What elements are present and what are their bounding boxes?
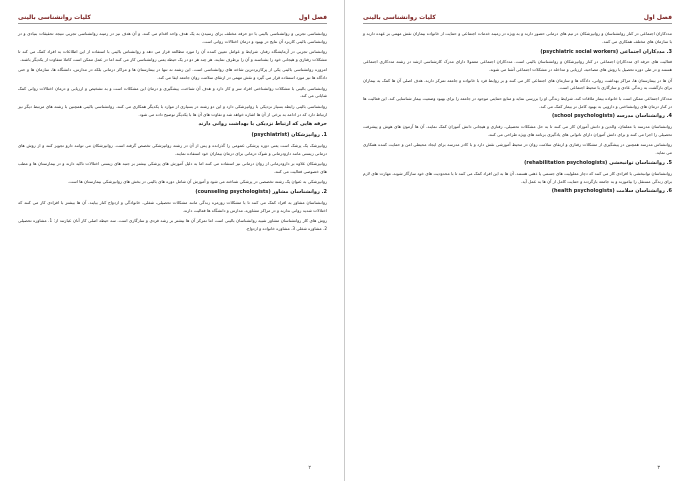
section-title: روانپزشکان [291,132,320,139]
section-heading: 6. روانشناسان سلامت (health psychologists) [551,188,672,195]
paragraph: روانشناس تجربی در آزمایشگاه رفتار، شرایط و عوامل تعیین کننده آن را مورد مطالعه قرار می دهد و روانشناس بالینی با استفاده از این اطلاعات به افراد کمک می کند تا مشکلات رفتاری و هیجانی خود را بشناسند و آن را برطرف نمایند. هر چند هر دو در یک حیطه یعنی روانشناسی کار می کنند اما در عمل ممکن است کاملا متفاوت از یکدیگر باشند. [18,49,327,62]
paragraph: روانشناسان مدرسه با معلمان، والدین و دانش آموزان کار می کنند تا به حل مشکلات تحصیلی، رفتاری و هیجانی دانش آموزان کمک نمایند. آن ها آزمون های هوش و پیشرفت تحصیلی را اجرا می کنند و برای دانش آموزان دارای ناتوانی های یادگیری برنامه های ویژه طراحی می کنند. [363,124,672,137]
paragraph: روانشناسان توانبخشی با افرادی کار می کنند که دچار معلولیت های جسمی یا ذهنی هستند. آن ها به این افراد کمک می کنند تا با محدودیت های خود سازگار شوند، مهارت های لازم برای زندگی مستقل را بیاموزند و به جامعه بازگردند و حمایت کامل از آن ها به عمل آید. [363,170,672,184]
page-header [18,14,327,24]
header-chapter: فصل اول [643,14,672,21]
section-number: 5 [668,159,672,166]
paragraph: فعالیت های حرفه ای مددکاران اجتماعی در کنار روانپزشکان و روانشناسان بالینی است. مددکاران اجتماعی معمولا دارای مدرک کارشناسی ارشد در رشته مددکاری اجتماعی هستند و در طی دوره تحصیل با روش های مصاحبه، ارزیابی و مداخله در مشکلات اجتماعی آشنا می شوند. [363,59,672,73]
section-intro-heading: حرفه هایی که ارتباط نزدیکی با بهداشت روانی دارند [198,121,327,128]
section-title: مددکاران اجتماعی [619,48,665,55]
paragraph: روانشناسی بالینی رابطه بسیار نزدیکی با روانپزشکی دارد و این دو رشته در بسیاری از موارد با یکدیگر همکاری می کنند. روانشناسی بالینی همچنین با رشته های مرتبط دیگر نیز ارتباط دارد که در ادامه به برخی از آن ها اشاره خواهد شد و تفاوت های آن ها با یکدیگر توضیح داده می شود. [18,103,327,117]
section-number: 4 [668,113,672,120]
paragraph: روانپزشک یک پزشک است یعنی دوره پزشکی عمومی را گذرانده و پس از آن در رشته روانپزشکی تخصص گرفته است. روانپزشکان می توانند دارو تجویز کنند و از روش های درمانی زیستی مانند دارودرمانی و شوک درمانی برای درمان بیماران خود استفاده نمایند. [18,142,327,156]
section-heading: 1. روانپزشکان (psychiatrist) [251,132,327,139]
paragraph: روانشناسان مشاور به افراد کمک می کنند تا با مشکلات روزمره زندگی مانند مشکلات تحصیلی، شغلی، خانوادگی و ازدواج کنار بیایند. آن ها بیشتر با افرادی کار می کنند که اختلالات شدید روانی ندارند و در مراکز مشاوره، مدارس و دانشگاه ها فعالیت دارند. [18,199,327,213]
paragraph: روانشناسی تجربی و روانشناسی بالینی با دو حرفه مختلف برای رسیدن به یک هدف واحد اقدام می کنند. و آن هدف نیز در زمینه روانشناسی تجربی نتیجه تحقیقات بنیادی و در روانشناسی بالینی کاربرد آن نتایج در بهبود و درمان اختلالات روانی است. [18,31,327,44]
section-latin: (health psychologists) [551,188,615,195]
section-latin: (psychiatrist) [251,132,290,139]
header-title: کلیات روانشناسی بالینی [18,14,91,21]
paragraph: روش های کار روانشناسان مشاور شبیه روانشناسان بالینی است اما تمرکز آن ها بیشتر بر رشد فردی و سازگاری است. سه حیطه اصلی کار آنان عبارتند از: 1. مشاوره تحصیلی 2. مشاوره شغلی 3. مشاوره خانواده و ازدواج. [18,218,327,231]
header-title: کلیات روانشناسی بالینی [363,14,436,21]
section-latin: (school psychologists) [551,113,615,120]
section-title: روانشناسان سلامت [616,188,665,195]
paragraph: روانپزشکان علاوه بر دارودرمانی از روان درمانی نیز استفاده می کنند اما به دلیل آموزش های پزشکی بیشتر بر جنبه های زیستی اختلالات تاکید دارند و در بیمارستان ها و مطب های خصوصی فعالیت می کنند. [18,161,327,174]
section-heading: 4. روانشناسان مدرسه (school psychologists) [551,113,672,120]
page-body [18,30,327,233]
section-title: روانشناسان توانبخشی [609,159,665,166]
section-heading: 2. روانشناسان مشاور (counseling psychologists) [195,189,327,196]
section-number: 2 [323,189,327,196]
section-title: روانشناسان مشاور [272,189,320,196]
paragraph: روانشناس مدرسه همچنین در پیشگیری از مشکلات رفتاری و ارتقای سلامت روان در محیط آموزشی نقش دارد و با کادر مدرسه برای ایجاد محیطی امن و حمایت کننده همکاری می نماید. [363,142,672,156]
section-number: 6 [668,188,672,195]
paragraph: مددکاران اجتماعی در کنار روانشناسان و روانپزشکان در تیم های درمانی حضور دارند و به ویژه در زمینه خدمات اجتماعی و حمایت از خانواده بیماران نقش مهمی بر عهده دارند و با سازمان های مختلف همکاری می کنند. [363,31,672,44]
section-number: 3 [668,48,672,55]
paragraph: آن ها در بیمارستان ها، مراکز بهداشت روانی، دادگاه ها و سازمان های اجتماعی کار می کنند و بر روابط فرد با خانواده و جامعه تمرکز دارند. هدف اصلی آن ها کمک به بیماران برای بازگشت به زندگی عادی و سازگاری با محیط اجتماعی است. [363,77,672,91]
section-number: 1 [323,132,327,139]
paragraph: روانپزشکی به عنوان یک رشته تخصصی در پزشکی شناخته می شود و آموزش آن شامل دوره های بالینی در بخش های روانپزشکی بیمارستان ها است. [67,179,327,185]
page-number: ۲ [308,465,311,471]
section-heading: 3. مددکاران اجتماعی (psychiatric social workers) [540,48,672,55]
page-body [363,30,672,196]
right-page [345,0,690,481]
header-chapter: فصل اول [298,14,327,21]
section-latin: (counseling psychologists) [195,189,271,196]
section-latin: (psychiatric social workers) [540,48,619,55]
page-header [363,14,672,24]
paragraph: مددکار اجتماعی ممکن است با خانواده بیمار ملاقات کند، شرایط زندگی او را بررسی نماید و منابع حمایتی موجود در جامعه را برای بهبود وضعیت بیمار شناسایی کند. این فعالیت ها در کنار درمان های روانشناختی و دارویی به بهبود کامل تر بیمار کمک می کند. [363,95,672,109]
paragraph: امروزه روانشناسی بالینی یکی از پرکاربردترین شاخه های روانشناسی است. این رشته نه تنها در بیمارستان ها و مراکز درمانی بلکه در مدارس، دانشگاه ها، سازمان ها و حتی دادگاه ها نیز مورد استفاده قرار می گیرد و نقش مهمی در ارتقای سلامت روان جامعه ایفا می کند. [18,67,327,81]
section-heading: 5. روانشناسان توانبخشی (rehabilitation psychologists) [524,159,672,166]
section-latin: (rehabilitation psychologists) [524,159,608,166]
section-title: روانشناسان مدرسه [616,113,665,120]
page-number: ۳ [657,465,660,471]
paragraph: روانشناسی بالینی با مشکلات روانشناختی افراد سر و کار دارد و هدف آن شناخت، پیشگیری و درمان این مشکلات است و به تشخیص و ارزیابی و درمان اختلالات روانی کمک شایانی می کند. [18,85,327,99]
